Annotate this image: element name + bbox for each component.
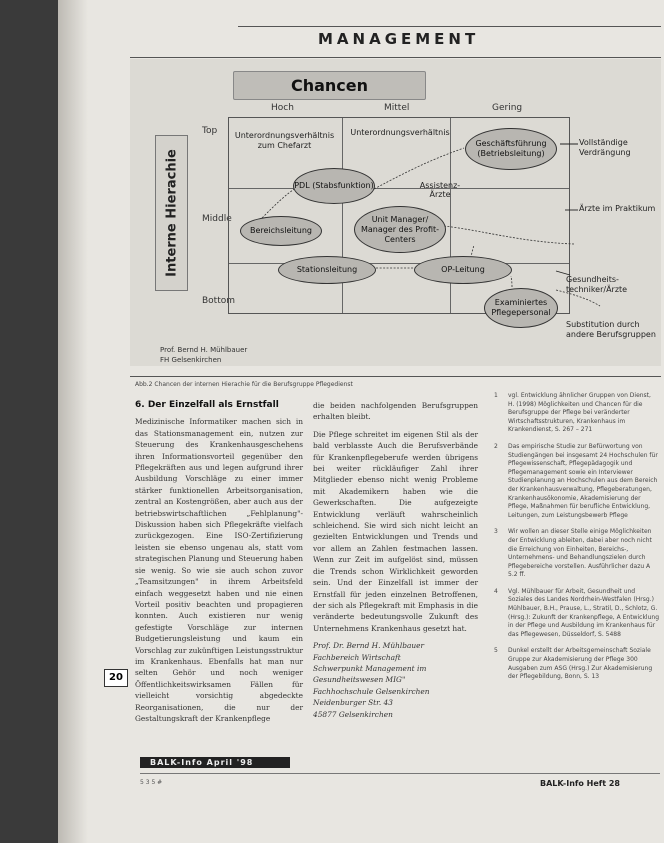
paragraph: Medizinische Informatiker machen sich in das Stationsmanagement ein, nutzen zur Steuerung des Krankenhausgeschehens ihren Informationsvorteil gegenüber den Pflegekräften aus und legen aufgrund ihrer Ausbildung Vorschläge zu einer immer stärker funktionellen Arbeitsorganisation, zentral an Kostengrößen, aber auch aus der betriebswirtschaftlichen „Fehlplanung"-Diskussion haben sich Pflegekräfte vielfach zurückgezogen. Eine ISO-Zertifizierung leisten sie ebenso ungenau als, statt vom strategischen Planung und Steuerung haben sie wenig. So wie sie auch schon zuvor „Teamsitzungen" in ihrem Arbeitsfeld einfach weggesetzt haben und nie einen Vorteil positiv beachten und propagieren konnten. Auch existieren nur wenig gefestigte Vorschläge zur internen Budgetierungsleistung und kaum ein Vorschlag zur zukünftigen Leistungsstruktur im Krankenhaus. Ebenfalls hat man nur selten Gehör und noch weniger Öffentlichkeitswirksamen Fällen für vielleicht vorsichtig abgedeckte Reorganisationen, die nur der Gestaltungskraft der Krankenpflege <box>135 417 303 723</box>
footnote-text: Vgl. Mühlbauer für Arbeit, Gesundheit und Soziales des Landes Nordrhein-Westfalen (Hrsg.) Mühlbauer, B.H., Prause, L., Stratil, D., Schlotz, G. (Hrsg.): Zukunft der Krankenpflege, A Entwicklung in der Pflege und Ausbildung im Krankenhaus für das Pflegewesen, Düsseldorf, S. 5488 <box>508 587 659 638</box>
section-header: MANAGEMENT <box>318 30 480 48</box>
row-label-middle: Middle <box>202 214 232 224</box>
figure-title: Chancen <box>233 71 426 100</box>
paragraph: die beiden nachfolgenden Berufsgruppen erhalten bleibt. <box>313 401 478 422</box>
footnote-text: vgl. Entwicklung ähnlicher Gruppen von Dienst, H. (1998) Möglichkeiten und Chancen für die Berufsgruppe der Pflege bei veränderter Wirtschaftsstrukturen, Krankenhaus im Krankendienst, S. 267 – 271 <box>508 392 651 434</box>
address-line: 45877 Gelsenkirchen <box>313 709 393 719</box>
footnote <box>494 588 659 640</box>
bubble-stationsleitung: Stationsleitung <box>278 256 376 284</box>
article-column-1 <box>135 400 303 730</box>
arrow-unit-aerzte <box>444 226 574 244</box>
footnote <box>494 647 659 681</box>
address-line: Schwerpunkt Management im <box>313 663 427 673</box>
bubble-pdl: PDL (Stabsfunktion) <box>293 168 375 204</box>
footer-mark: 5 3 5 # <box>140 779 163 786</box>
footnote <box>494 392 659 435</box>
footnote-number: 4 <box>494 587 498 595</box>
annotation-substitution: Substitution durch andere Berufsgruppen <box>566 320 656 339</box>
address-line: Prof. Dr. Bernd H. Mühlbauer <box>313 641 425 651</box>
address-line: Fachhochschule Gelsenkirchen <box>313 686 430 696</box>
footer-rule <box>140 773 660 774</box>
footnote-number: 5 <box>494 647 498 655</box>
arrow-exam-op <box>511 276 512 287</box>
label-chefarzt: Unterordnungsverhältnis zum Chefarzt <box>234 131 335 150</box>
bubble-unit-manager: Unit Manager/ Manager des Profit-Centers <box>354 206 446 253</box>
label-unterordnung: Unterordnungsverhältnis <box>350 128 450 137</box>
annotation-aerzte: Ärzte im Praktikum <box>579 204 656 213</box>
address-line: Fachbereich Wirtschaft <box>313 652 401 662</box>
annotation-verdraengung: Vollständige Verdrängung <box>579 138 631 157</box>
footer-right: BALK-Info Heft 28 <box>540 779 620 788</box>
article-column-2 <box>313 400 478 720</box>
figure-caption: Abb.2 Chancen der internen Hierachie für die Berufsgruppe Pflegedienst <box>135 381 353 388</box>
address-line: Neidenburger Str. 43 <box>313 698 393 708</box>
row-label-top: Top <box>202 126 218 136</box>
paragraph: Die Pflege schreitet im eigenen Stil als der bald verblasste Auch die Berufsverbände für Krankenpflegeberufe werden übrigens bei weiter rückläufiger Zahl ihrer Mitglieder ebenso nicht wenig Probleme mit Akademikern haben wie die Gewerkschaften. Die aufgezeigte Entwicklung verläuft wahrscheinlich schleichend. Sie wird sich nicht leicht an gezielten Entwicklungen und Trends und vor allem an Zahlen festmachen lassen. Wenn zur Zeit im aufgelöst sind, müssen die Trends schon Wirklichkeit geworden sein. Und der Einzelfall ist immer der Ernstfall für jeden einzelnen Betroffenen, der sich als Pflegekraft mit Emphasis in die veränderte bedeutungsvolle Zukunft des Unternehmens Krankenhaus gesetzt hat. <box>313 429 478 633</box>
address-line: Gesundheitswesen MIG" <box>313 675 406 685</box>
author-address <box>313 640 478 720</box>
footnote <box>494 443 659 520</box>
row-label-bottom: Bottom <box>202 296 236 306</box>
column-label-mittel: Mittel <box>384 103 410 113</box>
bubble-op-leitung: OP-Leitung <box>414 256 512 284</box>
bubble-geschaeftsfuehrung: Geschäftsführung (Betriebsleitung) <box>465 128 557 170</box>
annotation-technik: Gesundheits- techniker/Ärzte <box>566 275 628 294</box>
bubble-bereichsleitung: Bereichsleitung <box>240 216 322 246</box>
arrow-pdl-gf <box>374 148 464 189</box>
figure-credit: Prof. Bernd H. Mühlbauer FH Gelsenkirchen <box>160 346 248 364</box>
figure-bottom-rule <box>130 376 661 377</box>
footnote-number: 2 <box>494 442 498 450</box>
footnote-number: 3 <box>494 528 498 536</box>
column-label-hoch: Hoch <box>271 103 294 113</box>
footnote-number: 1 <box>494 392 498 399</box>
y-axis-label: Interne Hierachie <box>164 149 179 277</box>
label-assistenzaerzte: Assistenz- Ärzte <box>419 181 461 199</box>
bubble-examiniertes-pflegepersonal: Examiniertes Pflegepersonal <box>484 288 558 328</box>
footer-bar: BALK-Info April '98 <box>140 757 290 768</box>
page-number: 20 <box>104 669 128 687</box>
arrow-bereich-pdl <box>262 188 296 218</box>
footnote-text: Dunkel erstellt der Arbeitsgemeinschaft Soziale Gruppe zur Akademisierung der Pflege 300 Ausgaben zum ASG (Hrsg.) Zur Akademisierung der Pflegebildung, Bonn, S. 13 <box>508 647 653 681</box>
article-heading: 6. Der Einzelfall als Ernstfall <box>135 400 279 410</box>
footnote-text: Das empirische Studie zur Befürwortung von Studiengängen bei insgesamt 24 Hochschulen für Pflegewissenschaft, Pflegepädagogik und Pflegemanagement sowie ein Interviewer Studienplanung an Hochschulen aus dem Bereich der Krankenhausverwaltung, Pflegeberatungen, Krankenhausökonomie, Akademisierung der Pflege, Maßnahmen für berufliche Entwicklung, Leitungen, zum Leistungsbewerb Pflege <box>508 442 658 519</box>
footnotes <box>494 392 659 690</box>
footnote <box>494 528 659 580</box>
column-label-gering: Gering <box>492 103 523 113</box>
footnote-text: Wir wollen an dieser Stelle einige Möglichkeiten der Entwicklung ableiten, dabei aber noch nicht die Erreichung von Einheiten, Bereichs-, Unternehmens- und Behandlungszielen durch Pflegebereiche vorstellen. Ausführlicher dazu A 5.2 ff. <box>508 528 652 579</box>
